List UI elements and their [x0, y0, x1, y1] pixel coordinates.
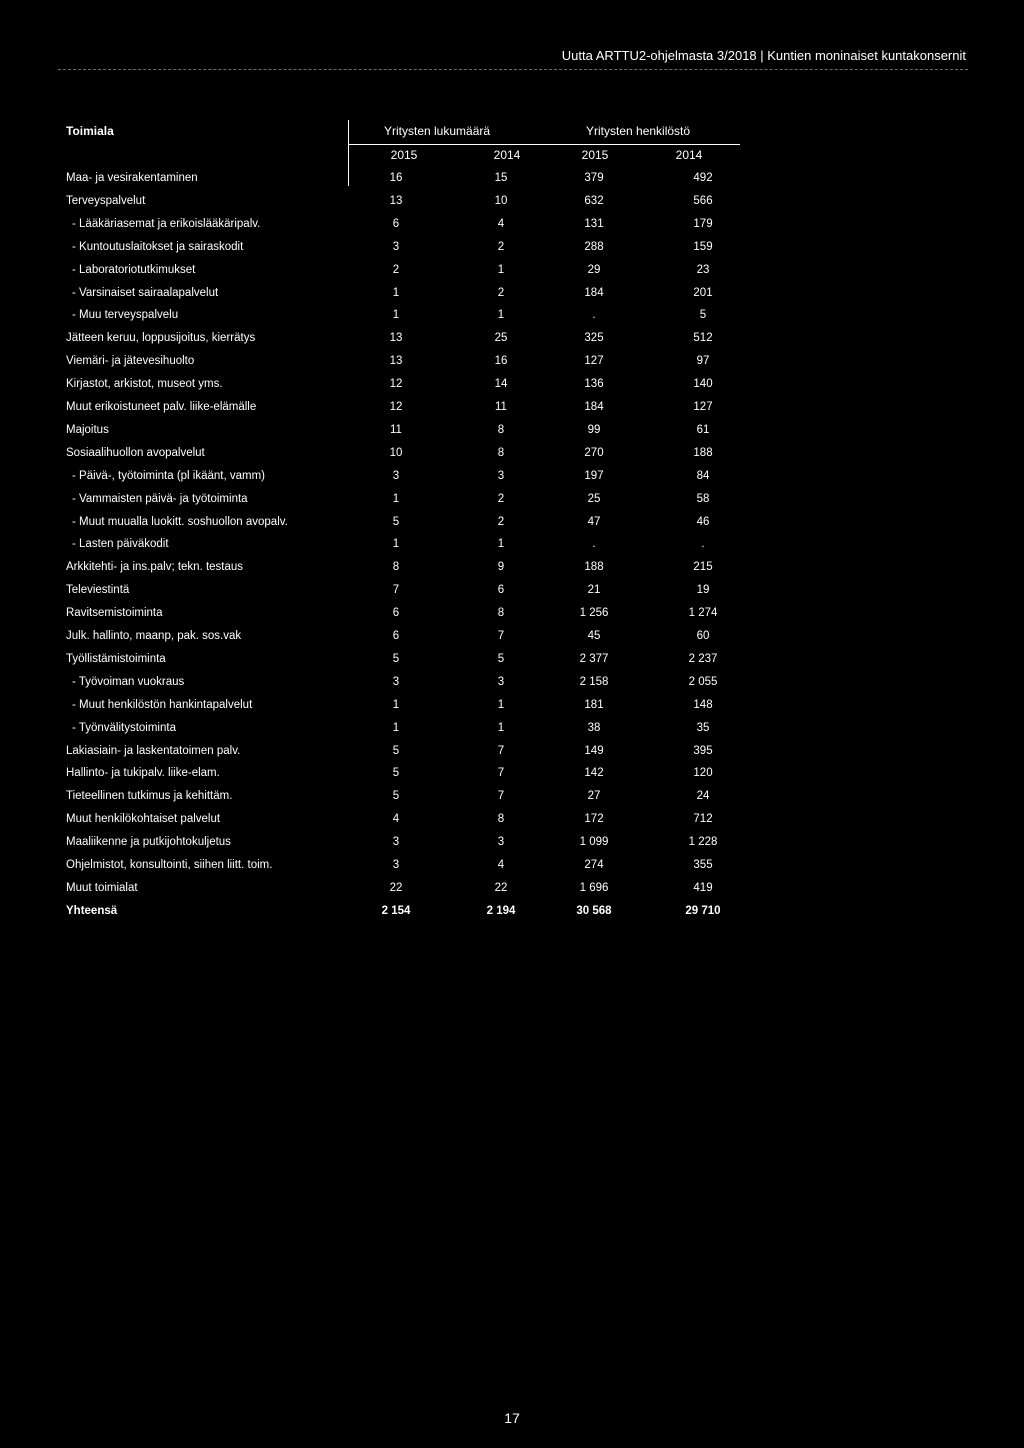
staff-2014-cell: 140	[693, 378, 713, 391]
staff-2014-cell: 23	[696, 263, 710, 276]
count-2015-cell: 2	[392, 263, 400, 276]
count-2015-cell: 12	[389, 401, 403, 413]
staff-2014-cell: 97	[696, 355, 710, 368]
count-2014-cell: 3	[497, 469, 505, 482]
count-2014-cell: 4	[497, 217, 505, 230]
staff-2014-cell: 127	[693, 401, 713, 413]
count-2015-cell: 5	[392, 652, 400, 665]
count-2014-cell: 8	[497, 813, 505, 826]
table-row	[66, 443, 746, 463]
year-header-count-2014: 2014	[493, 148, 521, 162]
table-row	[66, 741, 746, 761]
count-2015-cell: 5	[392, 767, 400, 780]
count-2014-cell: 7	[497, 767, 505, 780]
staff-2014-cell: 566	[693, 194, 713, 207]
table-row	[66, 534, 746, 554]
header-rule	[58, 69, 968, 70]
count-2015-cell: 5	[392, 744, 400, 757]
page-number: 17	[504, 1410, 520, 1426]
staff-2015-cell: 131	[584, 217, 604, 230]
count-2014-cell: 9	[497, 561, 505, 574]
staff-2014-cell: 179	[693, 217, 713, 230]
staff-2015-cell: 99	[587, 423, 601, 436]
table-header-rule	[348, 144, 740, 145]
row-label: Muut erikoistuneet palv. liike-elämälle	[66, 401, 257, 413]
staff-2014-cell: 60	[696, 630, 710, 642]
count-2014-cell: 7	[497, 630, 505, 642]
table-row	[66, 374, 746, 394]
row-label: Muut henkilökohtaiset palvelut	[66, 813, 221, 826]
count-2015-cell: 11	[390, 423, 402, 436]
staff-2015-cell: 184	[584, 401, 604, 413]
count-2014-cell: 1	[497, 309, 505, 322]
table-row	[66, 466, 746, 486]
staff-2015-cell: 127	[584, 355, 604, 368]
year-header-staff-2014: 2014	[675, 148, 703, 162]
staff-2015-cell: 21	[587, 584, 601, 597]
count-2014-cell: 15	[494, 172, 508, 184]
count-2015-cell: 13	[389, 355, 403, 368]
count-2015-cell: 1	[392, 286, 400, 299]
table-row	[66, 809, 746, 829]
staff-2014-cell: 5	[699, 309, 707, 322]
count-2015-cell: 13	[389, 194, 403, 207]
staff-2015-cell: 38	[587, 721, 601, 734]
table-total-row	[66, 901, 746, 921]
count-2015-cell: 3	[392, 675, 400, 688]
staff-2014-cell: 201	[693, 286, 713, 299]
staff-2015-cell: 45	[587, 630, 601, 642]
count-2014-cell: 5	[497, 652, 505, 665]
staff-2014-cell: 712	[693, 813, 713, 826]
year-header-count-2015: 2015	[390, 148, 418, 162]
staff-2014-cell: 215	[693, 561, 713, 574]
count-2014-cell: 10	[494, 194, 508, 207]
table-row	[66, 260, 746, 280]
staff-2014-cell: 355	[693, 859, 713, 871]
table-row	[66, 351, 746, 371]
staff-2015-cell: 149	[584, 744, 604, 757]
staff-2014-cell: 148	[693, 698, 713, 711]
row-label: Jätteen keruu, loppusijoitus, kierrätys	[66, 332, 256, 345]
count-2015-cell: 1	[392, 309, 400, 322]
staff-2014-cell: 512	[693, 332, 713, 345]
table-row	[66, 191, 746, 211]
staff-2015-cell: 142	[584, 767, 604, 780]
count-2014-cell: 1	[497, 698, 505, 711]
count-2014-cell: 22	[494, 881, 508, 894]
row-label: Lakiasiain- ja laskentatoimen palv.	[66, 744, 241, 757]
table-row	[66, 626, 746, 646]
row-label: Julk. hallinto, maanp, pak. sos.vak	[66, 630, 242, 642]
table-row	[66, 832, 746, 852]
row-label: - Työvoiman vuokraus	[72, 675, 185, 688]
row-label: Maaliikenne ja putkijohtokuljetus	[66, 836, 231, 849]
staff-2015-cell: 27	[587, 790, 601, 803]
table-row	[66, 420, 746, 440]
row-label: Tieteellinen tutkimus ja kehittäm.	[66, 790, 233, 803]
staff-2015-cell: 47	[587, 515, 601, 528]
row-label: - Muut henkilöstön hankintapalvelut	[72, 698, 253, 711]
count-2015-cell: 12	[389, 378, 403, 391]
table-row	[66, 557, 746, 577]
row-label: Majoitus	[66, 423, 109, 436]
staff-2014-cell: 2 237	[688, 652, 718, 665]
count-2015-cell: 4	[392, 813, 400, 826]
table-row	[66, 283, 746, 303]
count-2014-cell: 6	[497, 584, 505, 597]
row-label: - Päivä-, työtoiminta (pl ikäänt, vamm)	[72, 469, 266, 482]
count-2014-cell: 1	[497, 721, 505, 734]
count-2014-cell: 3	[497, 836, 505, 849]
row-label: Työllistämistoiminta	[66, 652, 166, 665]
row-label: Ohjelmistot, konsultointi, siihen liitt. toim.	[66, 859, 273, 871]
staff-2014-cell: 419	[693, 881, 713, 894]
table-row	[66, 214, 746, 234]
count-2014-cell: 14	[494, 378, 508, 391]
column-group-company-count: Yritysten lukumäärä	[384, 124, 491, 138]
staff-2014-cell: 35	[696, 721, 710, 734]
count-2014-cell: 3	[497, 675, 505, 688]
count-2015-cell: 6	[392, 630, 400, 642]
count-2014-cell: 7	[497, 790, 505, 803]
table-row	[66, 718, 746, 738]
table-row	[66, 603, 746, 623]
row-label: Arkkitehti- ja ins.palv; tekn. testaus	[66, 561, 244, 574]
running-header: Uutta ARTTU2-ohjelmasta 3/2018 | Kuntien moninaiset kuntakonsernit	[561, 48, 966, 63]
count-2015-cell: 3	[392, 469, 400, 482]
staff-2015-cell: 270	[584, 446, 604, 459]
total-staff-2015: 30 568	[576, 904, 612, 917]
count-2015-cell: 1	[392, 538, 400, 551]
total-staff-2014: 29 710	[685, 904, 721, 917]
count-2014-cell: 2	[497, 515, 505, 528]
staff-2015-cell: 274	[584, 859, 604, 871]
count-2014-cell: 2	[497, 240, 505, 253]
staff-2014-cell: 395	[693, 744, 713, 757]
count-2015-cell: 3	[392, 836, 400, 849]
count-2015-cell: 5	[392, 515, 400, 528]
total-label: Yhteensä	[66, 904, 118, 917]
staff-2014-cell: 120	[693, 767, 713, 780]
staff-2014-cell: 188	[693, 446, 713, 459]
count-2015-cell: 1	[392, 698, 400, 711]
row-label: Sosiaalihuollon avopalvelut	[66, 446, 205, 459]
staff-2015-cell: 2 377	[579, 652, 609, 665]
count-2015-cell: 3	[392, 240, 400, 253]
staff-2015-cell: 1 256	[579, 607, 609, 620]
row-label: Maa- ja vesirakentaminen	[66, 172, 198, 184]
count-2015-cell: 7	[392, 584, 400, 597]
count-2014-cell: 8	[497, 446, 505, 459]
row-label: Kirjastot, arkistot, museot yms.	[66, 378, 223, 391]
count-2014-cell: 8	[497, 607, 505, 620]
staff-2015-cell: 632	[584, 194, 604, 207]
staff-2015-cell: 1 696	[579, 881, 609, 894]
table-row	[66, 397, 746, 417]
table-row	[66, 672, 746, 692]
staff-2015-cell: 172	[584, 813, 604, 826]
count-2015-cell: 6	[392, 607, 400, 620]
count-2015-cell: 8	[392, 561, 400, 574]
count-2014-cell: 2	[497, 492, 505, 505]
table-row	[66, 878, 746, 898]
staff-2015-cell: 1 099	[579, 836, 609, 849]
count-2015-cell: 1	[392, 721, 400, 734]
count-2015-cell: 13	[389, 332, 403, 345]
count-2015-cell: 16	[389, 172, 403, 184]
row-label: - Työnvälitystoiminta	[72, 721, 176, 734]
column-group-company-staff: Yritysten henkilöstö	[586, 124, 691, 138]
table-row	[66, 786, 746, 806]
year-header-staff-2015: 2015	[581, 148, 609, 162]
count-2015-cell: 22	[389, 881, 403, 894]
staff-2014-cell: 46	[696, 515, 710, 528]
count-2014-cell: 1	[497, 538, 505, 551]
total-count-2015: 2 154	[381, 904, 411, 917]
staff-2015-cell: 181	[584, 698, 604, 711]
staff-2014-cell: 1 228	[688, 836, 718, 849]
row-label: - Lasten päiväkodit	[72, 538, 169, 551]
staff-2014-cell: 159	[693, 240, 713, 253]
staff-2014-cell: 1 274	[688, 607, 718, 620]
count-2014-cell: 16	[494, 355, 508, 368]
row-label: - Varsinaiset sairaalapalvelut	[72, 286, 219, 299]
table-row	[66, 305, 746, 325]
table-row	[66, 855, 746, 875]
staff-2015-cell: 2 158	[579, 675, 609, 688]
count-2014-cell: 25	[494, 332, 508, 345]
staff-2015-cell: 29	[587, 263, 601, 276]
count-2015-cell: 3	[392, 859, 400, 871]
count-2015-cell: 10	[389, 446, 403, 459]
staff-2014-cell: 2 055	[688, 675, 718, 688]
table-row	[66, 763, 746, 783]
table-row	[66, 512, 746, 532]
column-header-industry: Toimiala	[66, 124, 114, 138]
staff-2015-cell: .	[592, 309, 596, 322]
staff-2015-cell: 288	[584, 240, 604, 253]
staff-2015-cell: 188	[584, 561, 604, 574]
staff-2014-cell: 492	[693, 172, 713, 184]
row-label: - Kuntoutuslaitokset ja sairaskodit	[72, 240, 244, 253]
count-2014-cell: 2	[497, 286, 505, 299]
staff-2014-cell: 84	[696, 469, 710, 482]
row-label: Viemäri- ja jätevesihuolto	[66, 355, 195, 368]
count-2014-cell: 1	[497, 263, 505, 276]
count-2015-cell: 1	[392, 492, 400, 505]
staff-2014-cell: .	[701, 538, 705, 551]
row-label: Terveyspalvelut	[66, 194, 146, 207]
row-label: - Vammaisten päivä- ja työtoiminta	[72, 492, 248, 505]
count-2014-cell: 8	[497, 423, 505, 436]
row-label: - Muut muualla luokitt. soshuollon avopalv.	[72, 515, 288, 528]
count-2014-cell: 7	[497, 744, 505, 757]
count-2014-cell: 4	[497, 859, 505, 871]
staff-2015-cell: 197	[584, 469, 604, 482]
count-2014-cell: 11	[495, 401, 507, 413]
table-row	[66, 580, 746, 600]
staff-2014-cell: 24	[696, 790, 710, 803]
staff-2014-cell: 61	[696, 423, 710, 436]
row-label: Televiestintä	[66, 584, 130, 597]
row-label: Muut toimialat	[66, 881, 138, 894]
count-2015-cell: 6	[392, 217, 400, 230]
total-count-2014: 2 194	[486, 904, 516, 917]
staff-2015-cell: 25	[587, 492, 601, 505]
table-row	[66, 328, 746, 348]
staff-2014-cell: 58	[696, 492, 710, 505]
staff-2015-cell: 379	[584, 172, 604, 184]
staff-2015-cell: 136	[584, 378, 604, 391]
row-label: Hallinto- ja tukipalv. liike-elam.	[66, 767, 220, 780]
row-label: - Lääkäriasemat ja erikoislääkäripalv.	[72, 217, 261, 230]
table-row	[66, 649, 746, 669]
table-row	[66, 168, 746, 188]
staff-2015-cell: .	[592, 538, 596, 551]
count-2015-cell: 5	[392, 790, 400, 803]
staff-2015-cell: 184	[584, 286, 604, 299]
table-row	[66, 489, 746, 509]
table-row	[66, 237, 746, 257]
table-row	[66, 695, 746, 715]
staff-2015-cell: 325	[584, 332, 604, 345]
row-label: Ravitsemistoiminta	[66, 607, 163, 620]
row-label: - Laboratoriotutkimukset	[72, 263, 196, 276]
row-label: - Muu terveyspalvelu	[72, 309, 179, 322]
staff-2014-cell: 19	[696, 584, 710, 597]
